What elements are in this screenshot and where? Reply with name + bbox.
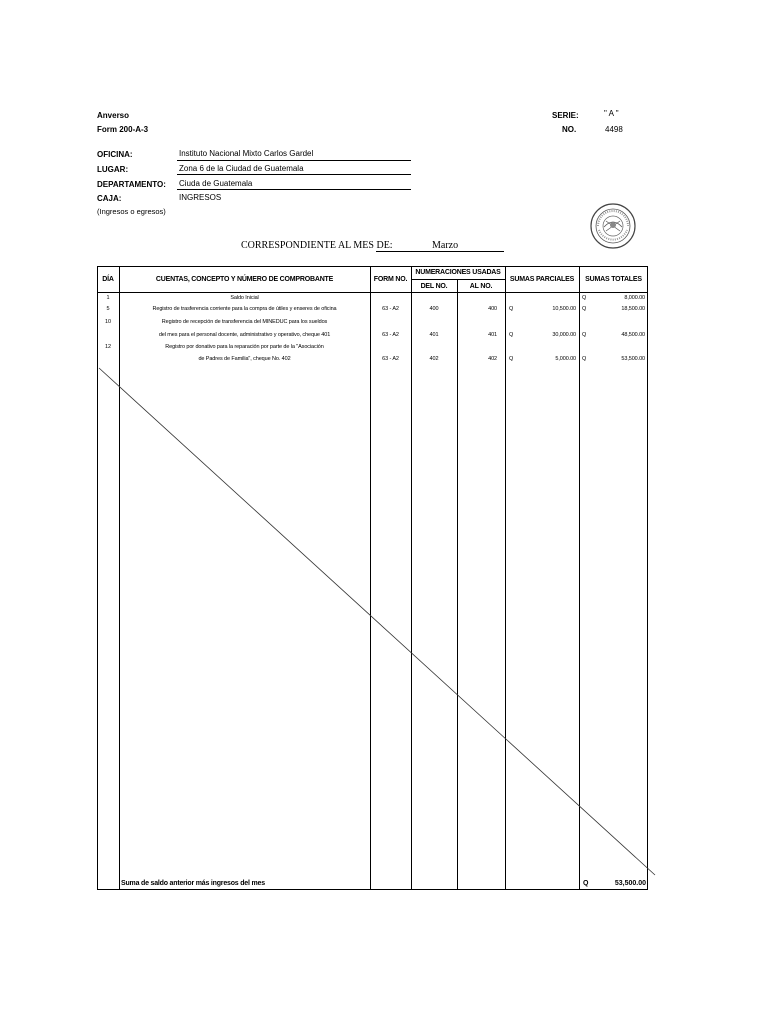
row-concepto-cell: Registro de recepción de transferencia del MINEDUC para los sueldos bbox=[161, 319, 328, 325]
row-dia-cell: 10 bbox=[105, 319, 111, 325]
row-concepto-cell: de Padres de Familia", cheque No. 402 bbox=[198, 356, 291, 362]
row-total-cell: 48,500.00 bbox=[621, 332, 645, 338]
no-label: NO. bbox=[562, 125, 577, 134]
row-parcial-cell: 30,000.00 bbox=[552, 332, 576, 338]
form-number: Form 200-A-3 bbox=[97, 125, 149, 134]
row-total-cell: 18,500.00 bbox=[621, 306, 645, 312]
header-form-no: FORM NO. bbox=[373, 276, 408, 283]
row-q2-cell: Q bbox=[582, 356, 587, 362]
oficina-value: Instituto Nacional Mixto Carlos Gardel bbox=[179, 149, 314, 158]
header-cuentas: CUENTAS, CONCEPTO Y NÚMERO DE COMPROBANTE bbox=[155, 276, 334, 283]
lugar-value: Zona 6 de la Ciudad de Guatemala bbox=[179, 164, 304, 173]
header-sumas-totales: SUMAS TOTALES bbox=[585, 276, 642, 283]
footer-total: 53,500.00 bbox=[614, 880, 646, 887]
header-al-no: AL NO. bbox=[469, 283, 493, 290]
row-dia-cell: 12 bbox=[105, 344, 111, 350]
row-q2-cell: Q bbox=[582, 295, 587, 301]
row-q2-cell: Q bbox=[582, 306, 587, 312]
footer-label: Suma de saldo anterior más ingresos del mes bbox=[121, 880, 265, 887]
row-q1-cell: Q bbox=[509, 306, 514, 312]
row-parcial-cell: 5,000.00 bbox=[555, 356, 576, 362]
row-total-cell: 53,500.00 bbox=[621, 356, 645, 362]
row-del-cell: 401 bbox=[429, 332, 439, 338]
row-concepto-cell: Registro de trasferencia corriente para la compra de útiles y enseres de oficina bbox=[152, 306, 337, 312]
lugar-label: LUGAR: bbox=[97, 165, 129, 174]
header-dia: DÍA bbox=[102, 276, 114, 283]
caja-note: (Ingresos o egresos) bbox=[97, 207, 166, 216]
row-parcial-cell: 10,500.00 bbox=[552, 306, 576, 312]
row-total-cell: 8,000.00 bbox=[624, 295, 645, 301]
row-form-cell: 63 - A2 bbox=[382, 356, 399, 362]
row-form-cell: 63 - A2 bbox=[382, 306, 399, 312]
header-del-no: DEL NO. bbox=[420, 283, 448, 290]
departamento-value: Ciuda de Guatemala bbox=[179, 179, 253, 188]
row-concepto-cell: Registro por donativo para la reparación por parte de la "Asociación bbox=[165, 344, 324, 350]
row-q2-cell: Q bbox=[582, 332, 587, 338]
serie-value: " A " bbox=[604, 109, 619, 118]
row-del-cell: 402 bbox=[429, 356, 439, 362]
caja-value: INGRESOS bbox=[179, 193, 222, 202]
row-al-cell: 401 bbox=[488, 332, 497, 338]
row-dia-cell: 1 bbox=[106, 295, 110, 301]
row-form-cell: 63 - A2 bbox=[382, 332, 399, 338]
row-q1-cell: Q bbox=[509, 332, 514, 338]
row-concepto-cell: Saldo Inicial bbox=[230, 295, 259, 301]
row-dia-cell: 5 bbox=[106, 306, 110, 312]
row-q1-cell: Q bbox=[509, 356, 514, 362]
month-value: Marzo bbox=[432, 240, 459, 251]
header-numeraciones: NUMERACIONES USADAS bbox=[415, 269, 501, 276]
header-sumas-parciales: SUMAS PARCIALES bbox=[509, 276, 575, 283]
row-del-cell: 400 bbox=[429, 306, 439, 312]
footer-q: Q bbox=[583, 880, 589, 887]
month-label: CORRESPONDIENTE AL MES DE: bbox=[241, 240, 393, 251]
no-value: 4498 bbox=[605, 125, 623, 134]
oficina-label: OFICINA: bbox=[97, 150, 133, 159]
anverso-label: Anverso bbox=[97, 111, 130, 120]
row-al-cell: 402 bbox=[488, 356, 497, 362]
row-concepto-cell: del mes para el personal docente, administrativo y operativo, cheque 401 bbox=[158, 332, 331, 338]
departamento-label: DEPARTAMENTO: bbox=[97, 180, 166, 189]
row-al-cell: 400 bbox=[488, 306, 497, 312]
serie-label: SERIE: bbox=[552, 111, 579, 120]
caja-label: CAJA: bbox=[97, 194, 122, 203]
